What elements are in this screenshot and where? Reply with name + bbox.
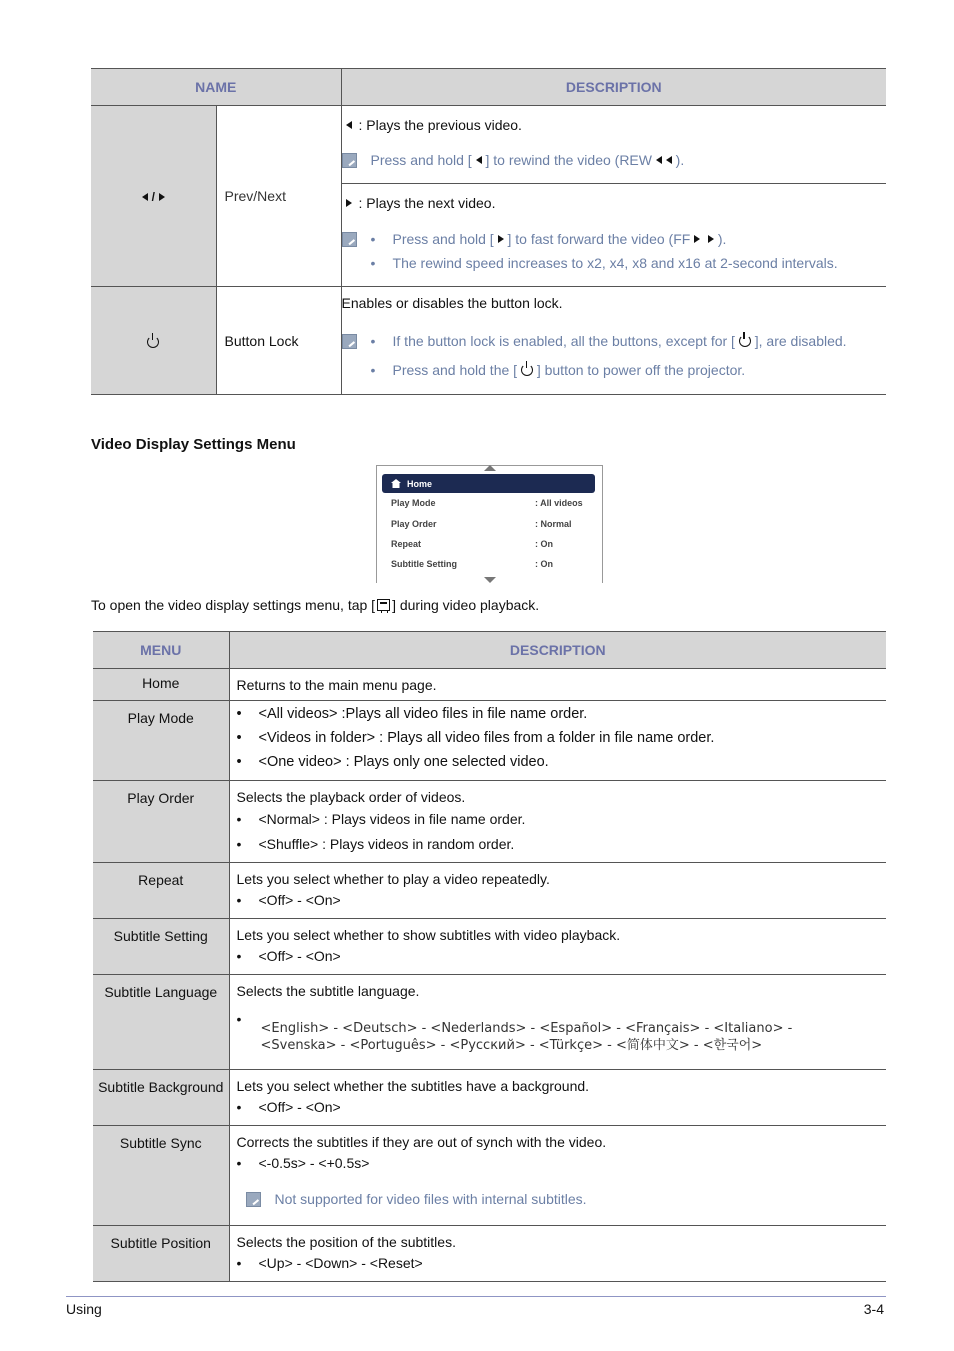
bullet: •: [370, 231, 376, 247]
ff-icon: [708, 235, 714, 243]
rew-icon: [656, 156, 662, 164]
desc-home: [229, 669, 886, 701]
menu-subtitle-setting: Subtitle Setting: [93, 919, 229, 975]
bullet: •: [236, 810, 242, 827]
prev-text: : Plays the previous video.: [358, 117, 522, 133]
menu-home: Home: [93, 669, 229, 701]
rew-icon: [666, 156, 672, 164]
button-lock-desc: Enables or disables the button lock.: [341, 295, 563, 311]
desc-play-mode: [229, 701, 886, 781]
desc-text: Lets you select whether to show subtitles with video playback.: [236, 927, 621, 943]
desc-text: <Shuffle> : Plays videos in random order.: [258, 835, 515, 852]
desc-text: Returns to the main menu page.: [236, 677, 437, 693]
open-text: ] during video playback.: [392, 597, 540, 613]
screen-row-value: : On: [535, 539, 553, 549]
screen-row: [391, 559, 591, 569]
button-lock-description: [341, 287, 886, 395]
footer-section: Using: [66, 1301, 102, 1317]
home-icon: [391, 479, 401, 488]
desc-text: <-0.5s> - <+0.5s>: [258, 1155, 370, 1171]
desc-text: <Off> - <On>: [258, 892, 341, 908]
desc-text: Lets you select whether to play a video repeatedly.: [236, 871, 550, 887]
note-icon: [342, 153, 357, 168]
desc-text: <One video> : Plays only one selected video.: [258, 754, 549, 770]
section-title: Video Display Settings Menu: [91, 436, 296, 453]
desc-text: <All videos> :Plays all video files in file name order.: [258, 706, 588, 722]
desc-text: Selects the playback order of videos.: [236, 789, 466, 805]
note-text: ).: [717, 231, 727, 247]
button-lock-name: Button Lock: [216, 287, 341, 395]
desc-text: <Up> - <Down> - <Reset>: [258, 1255, 423, 1271]
bullet: •: [236, 1011, 242, 1027]
menu-subtitle-position: Subtitle Position: [93, 1226, 229, 1282]
menu-subtitle-sync: Subtitle Sync: [93, 1126, 229, 1226]
prev-description: [341, 106, 886, 184]
settings-menu-table: [93, 631, 886, 1282]
next-icon: [498, 235, 504, 243]
scroll-down-icon: [484, 577, 496, 583]
desc-play-order: [229, 781, 886, 863]
power-icon: [739, 335, 751, 347]
header-menu: MENU: [93, 632, 229, 669]
prev-icon: [346, 121, 352, 129]
desc-text: <Off> - <On>: [258, 948, 341, 964]
screen-row-label: Play Order: [391, 519, 437, 529]
desc-text: Selects the position of the subtitles.: [236, 1234, 456, 1250]
menu-repeat: Repeat: [93, 863, 229, 919]
bullet: •: [236, 892, 242, 908]
note-text: If the button lock is enabled, all the buttons, except for [: [392, 333, 735, 349]
page-number: 3-4: [863, 1301, 884, 1317]
desc-text: Corrects the subtitles if they are out of synch with the video.: [236, 1134, 607, 1150]
button-lock-icon-cell: [91, 287, 216, 395]
screen-row-value: : Normal: [535, 519, 572, 529]
note-text: Press and hold [: [392, 231, 494, 247]
header-description: DESCRIPTION: [341, 69, 886, 106]
note-text: The rewind speed increases to x2, x4, x8 and x16 at 2-second intervals.: [392, 255, 838, 271]
screen-row-label: Play Mode: [391, 498, 436, 508]
bullet: •: [236, 835, 242, 852]
home-item: [382, 474, 595, 493]
menu-subtitle-language: Subtitle Language: [93, 975, 229, 1070]
screen-row-label: Repeat: [391, 539, 422, 549]
footer-rule: [66, 1296, 886, 1297]
note-text: Press and hold [: [370, 152, 472, 168]
menu-play-order: Play Order: [93, 781, 229, 863]
screen-row: [391, 519, 591, 529]
desc-subtitle-language: [229, 975, 886, 1070]
next-text: : Plays the next video.: [358, 195, 496, 211]
screen-row: [391, 498, 591, 508]
icon-separator: /: [151, 190, 155, 204]
bullet: •: [370, 333, 376, 349]
note-text: Not supported for video files with internal subtitles.: [274, 1191, 587, 1207]
desc-repeat: [229, 863, 886, 919]
bullet: •: [236, 1099, 242, 1115]
screen-row: [391, 539, 591, 549]
desc-subtitle-position: [229, 1226, 886, 1282]
note-text: Press and hold the [: [392, 362, 518, 378]
language-list: <Svenska> - <Português> - <Русский> - <Türkçe> - <简体中文> - <한국어>: [260, 1038, 763, 1053]
header-description: DESCRIPTION: [229, 632, 886, 669]
bullet: •: [236, 730, 242, 746]
desc-text: Selects the subtitle language.: [236, 983, 420, 999]
note-text: ] to rewind the video (REW: [485, 152, 652, 168]
next-icon: [159, 193, 165, 201]
prev-icon: [142, 193, 148, 201]
settings-menu-icon: [377, 599, 390, 611]
settings-screen-image: [376, 465, 603, 583]
note-icon: [246, 1192, 261, 1207]
bullet: •: [370, 362, 376, 378]
note-text: ], are disabled.: [754, 333, 847, 349]
bullet: •: [370, 255, 376, 271]
desc-text: <Videos in folder> : Plays all video files from a folder in file name order.: [258, 730, 715, 746]
header-name: NAME: [91, 69, 341, 106]
next-description: [341, 184, 886, 287]
scroll-up-icon: [484, 465, 496, 471]
power-icon: [521, 364, 533, 376]
note-icon: [342, 334, 357, 349]
bullet: •: [236, 1155, 242, 1171]
screen-row-label: Subtitle Setting: [391, 559, 457, 569]
note-text: ] button to power off the projector.: [536, 362, 746, 378]
open-instructions: [91, 597, 539, 613]
screen-row-value: : On: [535, 559, 553, 569]
desc-subtitle-setting: [229, 919, 886, 975]
note-text: ] to fast forward the video (FF: [507, 231, 691, 247]
prev-next-icon-cell: [91, 106, 216, 287]
desc-text: <Normal> : Plays videos in file name order.: [258, 810, 526, 827]
bullet: •: [236, 706, 242, 722]
menu-subtitle-background: Subtitle Background: [93, 1070, 229, 1126]
desc-text: Lets you select whether the subtitles have a background.: [236, 1078, 590, 1094]
language-list: <English> - <Deutsch> - <Nederlands> - <Español> - <Français> - <Italiano> -: [260, 1021, 793, 1036]
prev-icon: [476, 156, 482, 164]
desc-text: <Off> - <On>: [258, 1099, 341, 1115]
note-icon: [342, 232, 357, 247]
desc-subtitle-sync: [229, 1126, 886, 1226]
bullet: •: [236, 754, 242, 770]
home-label: Home: [407, 478, 433, 489]
menu-play-mode: Play Mode: [93, 701, 229, 781]
button-table: [91, 68, 886, 395]
screen-row-value: : All videos: [535, 498, 583, 508]
ff-icon: [694, 235, 700, 243]
note-text: ).: [675, 152, 685, 168]
open-text: To open the video display settings menu, tap [: [91, 597, 376, 613]
desc-subtitle-background: [229, 1070, 886, 1126]
next-icon: [346, 199, 352, 207]
prev-next-name: Prev/Next: [216, 106, 341, 287]
bullet: •: [236, 948, 242, 964]
power-icon: [147, 336, 159, 348]
bullet: •: [236, 1255, 242, 1271]
